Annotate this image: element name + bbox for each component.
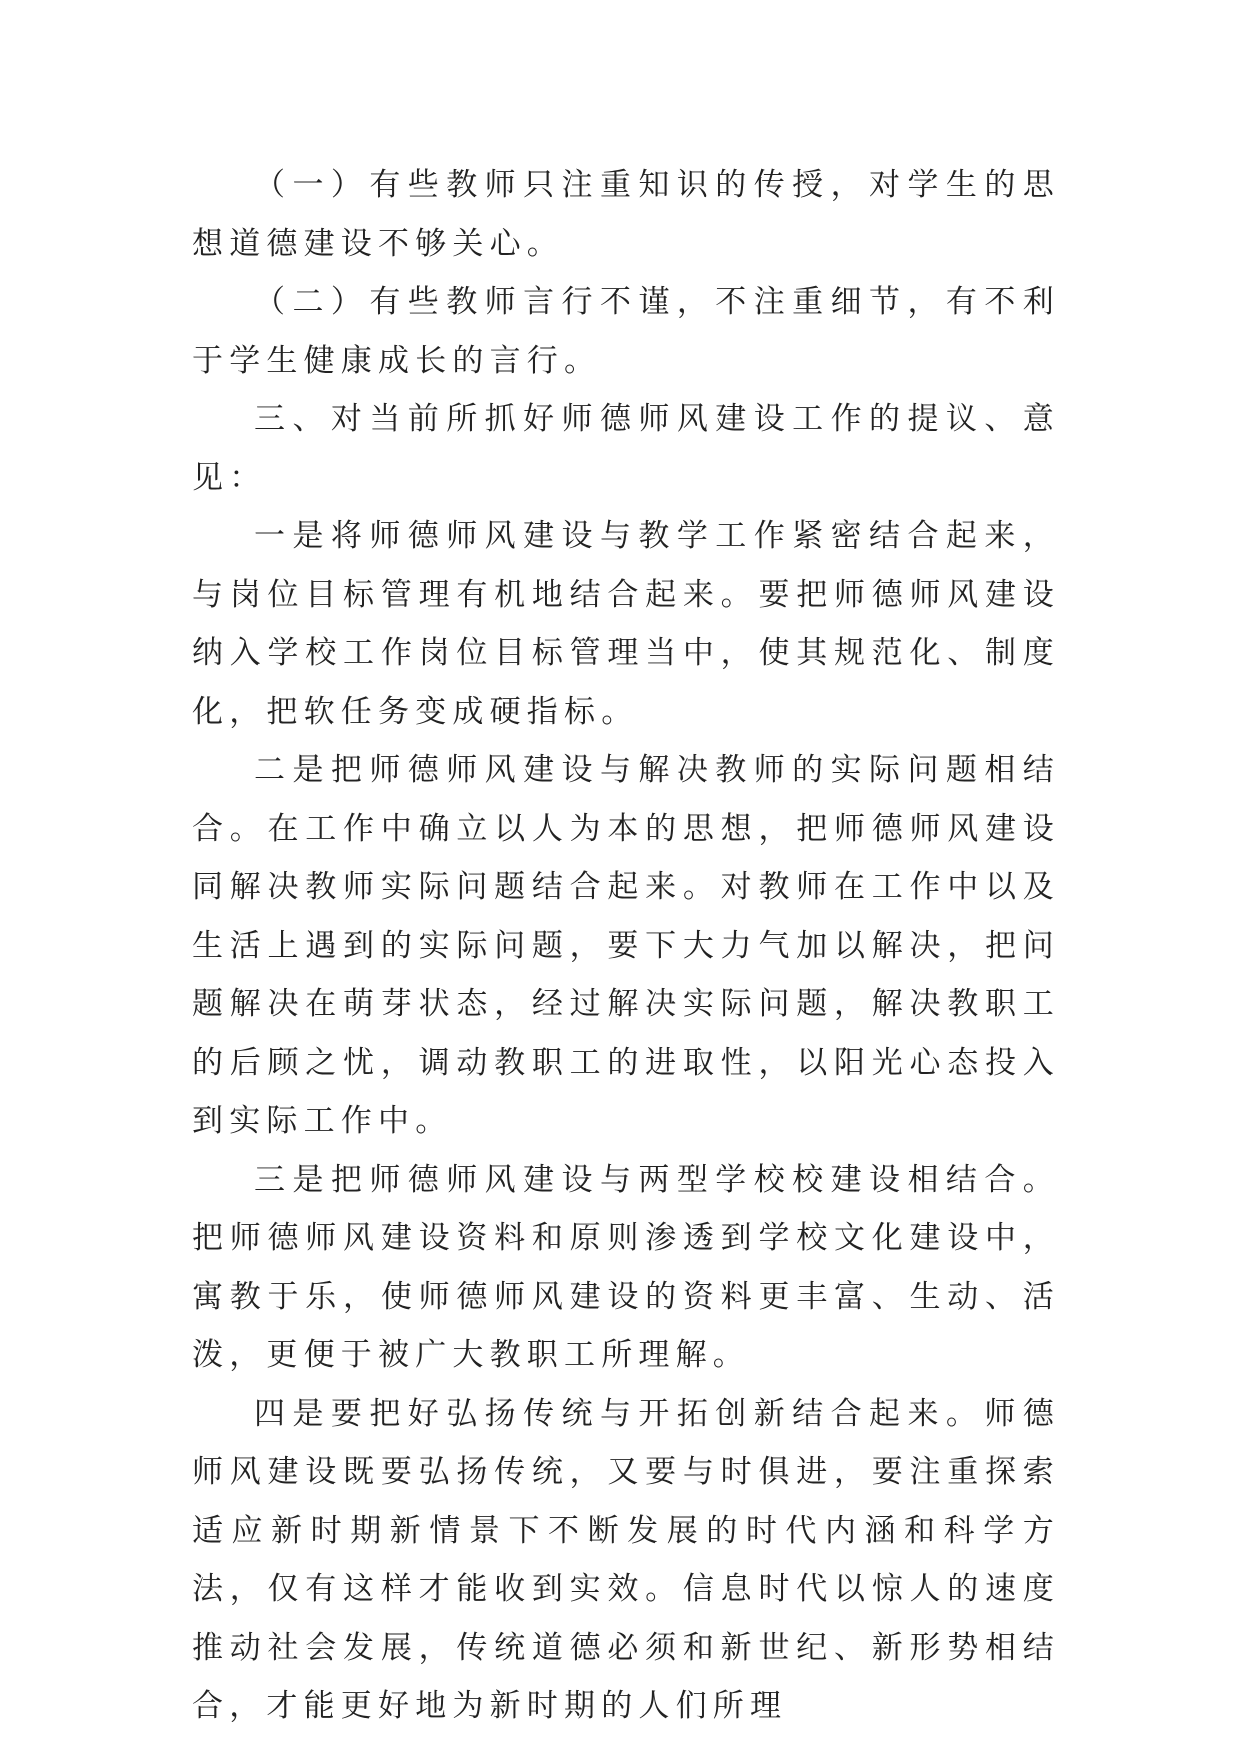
body-text bbox=[192, 156, 1060, 1736]
paragraph-2: （二）有些教师言行不谨，不注重细节，有不利于学生健康成长的言行。 bbox=[192, 284, 1060, 379]
paragraph-6: 三是把师德师风建设与两型学校校建设相结合。把师德师风建设资料和原则渗透到学校文化建设中，寓教于乐，使师德师风建设的资料更丰富、生动、活泼，更便于被广大教职工所理解。 bbox=[192, 1161, 1060, 1373]
paragraph-4: 一是将师德师风建设与教学工作紧密结合起来，与岗位目标管理有机地结合起来。要把师德师风建设纳入学校工作岗位目标管理当中，使其规范化、制度化，把软任务变成硬指标。 bbox=[192, 518, 1060, 730]
section-heading: 三、对当前所抓好师德师风建设工作的提议、意见： bbox=[192, 401, 1060, 496]
paragraph-1: （一）有些教师只注重知识的传授，对学生的思想道德建设不够关心。 bbox=[192, 167, 1060, 262]
paragraph-5: 二是把师德师风建设与解决教师的实际问题相结合。在工作中确立以人为本的思想，把师德师风建设同解决教师实际问题结合起来。对教师在工作中以及生活上遇到的实际问题，要下大力气加以解决，把问题解决在萌芽状态，经过解决实际问题，解决教职工的后顾之忧，调动教职工的进取性，以阳光心态投入到实际工作中。 bbox=[192, 752, 1060, 1139]
paragraph-7: 四是要把好弘扬传统与开拓创新结合起来。师德师风建设既要弘扬传统，又要与时俱进，要注重探索适应新时期新情景下不断发展的时代内涵和科学方法，仅有这样才能收到实效。信息时代以惊人的速度推动社会发展，传统道德必须和新世纪、新形势相结合，才能更好地为新时期的人们所理 bbox=[192, 1395, 1060, 1724]
